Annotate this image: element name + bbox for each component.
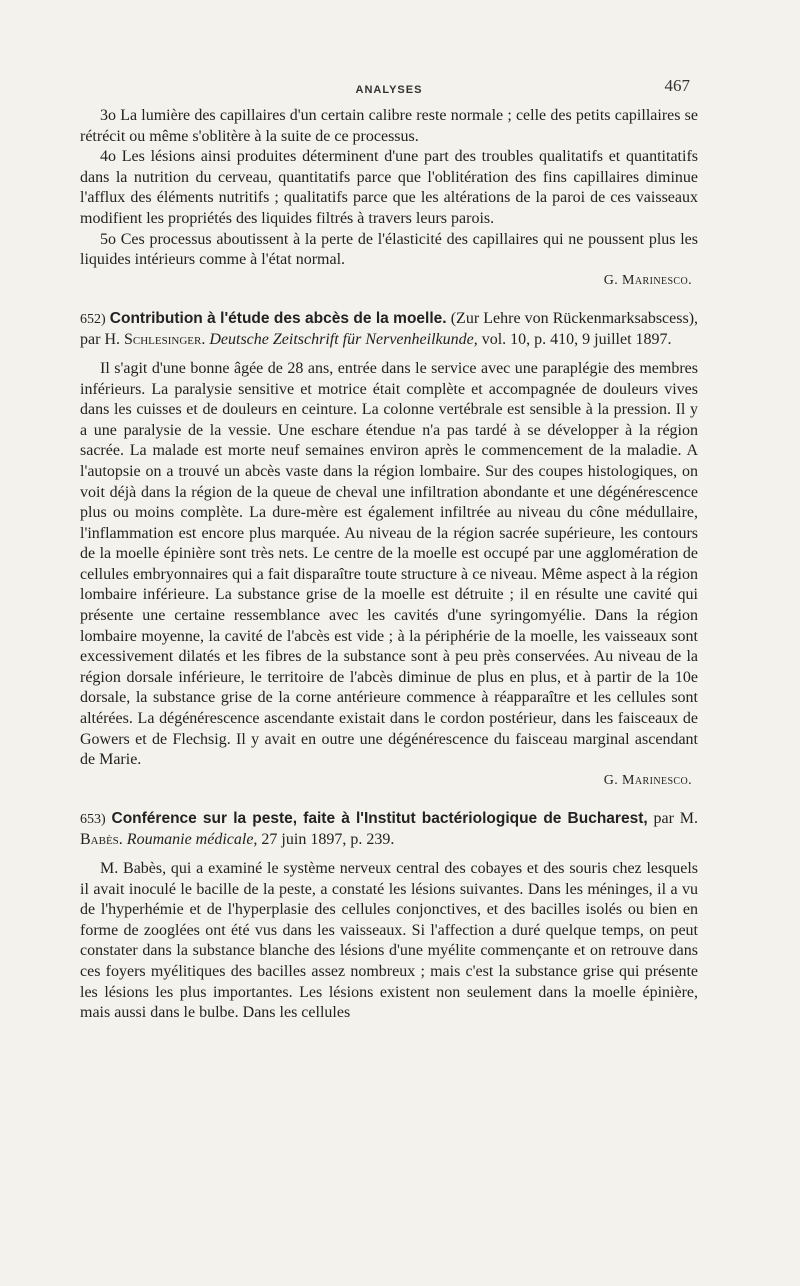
- entry-citation: vol. 10, p. 410, 9 juillet 1897.: [481, 331, 672, 349]
- entry-title: Conférence sur la peste, faite à l'Institut bactériologique de Bucharest,: [111, 809, 648, 827]
- paragraph-4: 4o Les lésions ainsi produites déterminent d'une part des troubles qualitatifs et quantitatifs dans la nutrition du cerveau, quantitatifs parce que l'oblitération des fins capillaires diminue l'afflux des éléments nutritifs ; qualitatifs parce que les altérations de la paroi de ces vaisseaux modifient les propriétés des liquides filtrés à travers leurs parois.: [80, 148, 698, 227]
- entry-body: M. Babès, qui a examiné le système nerveux central des cobayes et des souris chez lesquels il avait inoculé le bacille de la peste, a constaté les lésions suivantes. Dans les méninges, il a vu de l'hyperhémie et de l'hyperplasie des cellules conjonctives, et des bacilles isolés ou bien en forme de zooglées ont été vus dans les vaisseaux. Si l'affection a duré quelque temps, on peut constater dans la substance blanche des lésions d'une myélite commençante et on retrouve dans ces foyers myélitiques des bacilles assez nombreux ; mais c'est la substance grise qui présente les lésions les plus importantes. Les lésions existent non seulement dans la moelle épinière, mais aussi dans le bulbe. Dans les cellules: [80, 860, 698, 1022]
- page-number: 467: [664, 76, 690, 95]
- document-page: [80, 70, 698, 1024]
- signature: [80, 771, 698, 791]
- signature-initial: G.: [603, 772, 619, 788]
- paragraph-5: 5o Ces processus aboutissent à la perte de l'élasticité des capillaires qui ne poussent plus les liquides intérieurs comme à l'état normal.: [80, 230, 698, 269]
- signature-name: Marinesco.: [622, 272, 692, 288]
- entry-by: par M.: [653, 809, 699, 827]
- entry-journal: Roumanie médicale,: [126, 831, 258, 849]
- entry-author: H. Schlesinger.: [104, 331, 206, 349]
- entry-652: [80, 309, 698, 791]
- entry-title: Contribution à l'étude des abcès de la moelle.: [109, 309, 447, 327]
- paragraph-3: 3o La lumière des capillaires d'un certain calibre reste normale ; celle des petits capillaires se rétrécit ou même s'oblitère à la suite de ce processus.: [80, 107, 698, 145]
- entry-body: Il s'agit d'une bonne âgée de 28 ans, entrée dans le service avec une paraplégie des membres inférieurs. La paralysie sensitive et motrice était complète et accompagnée de douleurs vives dans les cuisses et de douleurs en ceinture. La colonne vertébrale est sensible à la pression. Il y a une paralysie de la vessie. Une eschare étendue n'a pas tardé à se développer à la région sacrée. La malade est morte neuf semaines environ après le commencement de la maladie. A l'autopsie on a trouvé un abcès vaste dans la région lombaire. Sur des coupes histologiques, on voit déjà dans la région de la queue de cheval une infiltration abondante et une dégénérescence plus ou moins complète. La dure-mère est également infiltrée au niveau du cône médullaire, l'inflammation est encore plus marquée. Au niveau de la région sacrée supérieure, les contours de la moelle épinière sont très nets. Le centre de la moelle est occupé par une agglomération de cellules embryonnaires qui a fait disparaître toute structure à ce niveau. Même aspect à la région lombaire inférieure. La substance grise de la moelle est détruite ; il en résulte une cavité qui présente une certaine ressemblance avec les cavités d'une syringomyélie. Dans la région lombaire moyenne, la cavité de l'abcès est vide ; à la périphérie de la moelle, les vaisseaux sont excessivement dilatés et les fibres de la substance sont à peu près conservées. Au niveau de la région dorsale inférieure, le territoire de l'abcès diminue de plus en plus, et à partir de la 10e dorsale, la substance grise de la corne antérieure commence à réapparaître et les cellules sont altérées. La dégénérescence ascendante existait dans le cordon postérieur, dans les faisceaux de Gowers et de Flechsig. Il y avait en outre une dégénérescence du faisceau marginal ascendant de Marie.: [80, 359, 698, 769]
- entry-number: 652): [80, 311, 106, 327]
- running-title: ANALYSES: [355, 84, 423, 96]
- entry-original-title: (Zur Lehre von Rückenmarksabscess), par: [80, 309, 699, 349]
- entry-citation: 27 juin 1897, p. 239.: [261, 831, 395, 849]
- signature-name: Marinesco.: [622, 772, 692, 788]
- entry-heading: [80, 809, 698, 851]
- signature: [80, 271, 698, 291]
- running-header: [80, 70, 698, 106]
- entry-journal: Deutsche Zeitschrift für Nervenheilkunde,: [209, 331, 478, 349]
- entry-653: [80, 809, 698, 1024]
- entry-number: 653): [80, 811, 106, 827]
- entry-heading: [80, 309, 698, 351]
- top-section: [80, 106, 698, 291]
- entry-author: Babès.: [80, 831, 123, 849]
- signature-initial: G.: [603, 272, 619, 288]
